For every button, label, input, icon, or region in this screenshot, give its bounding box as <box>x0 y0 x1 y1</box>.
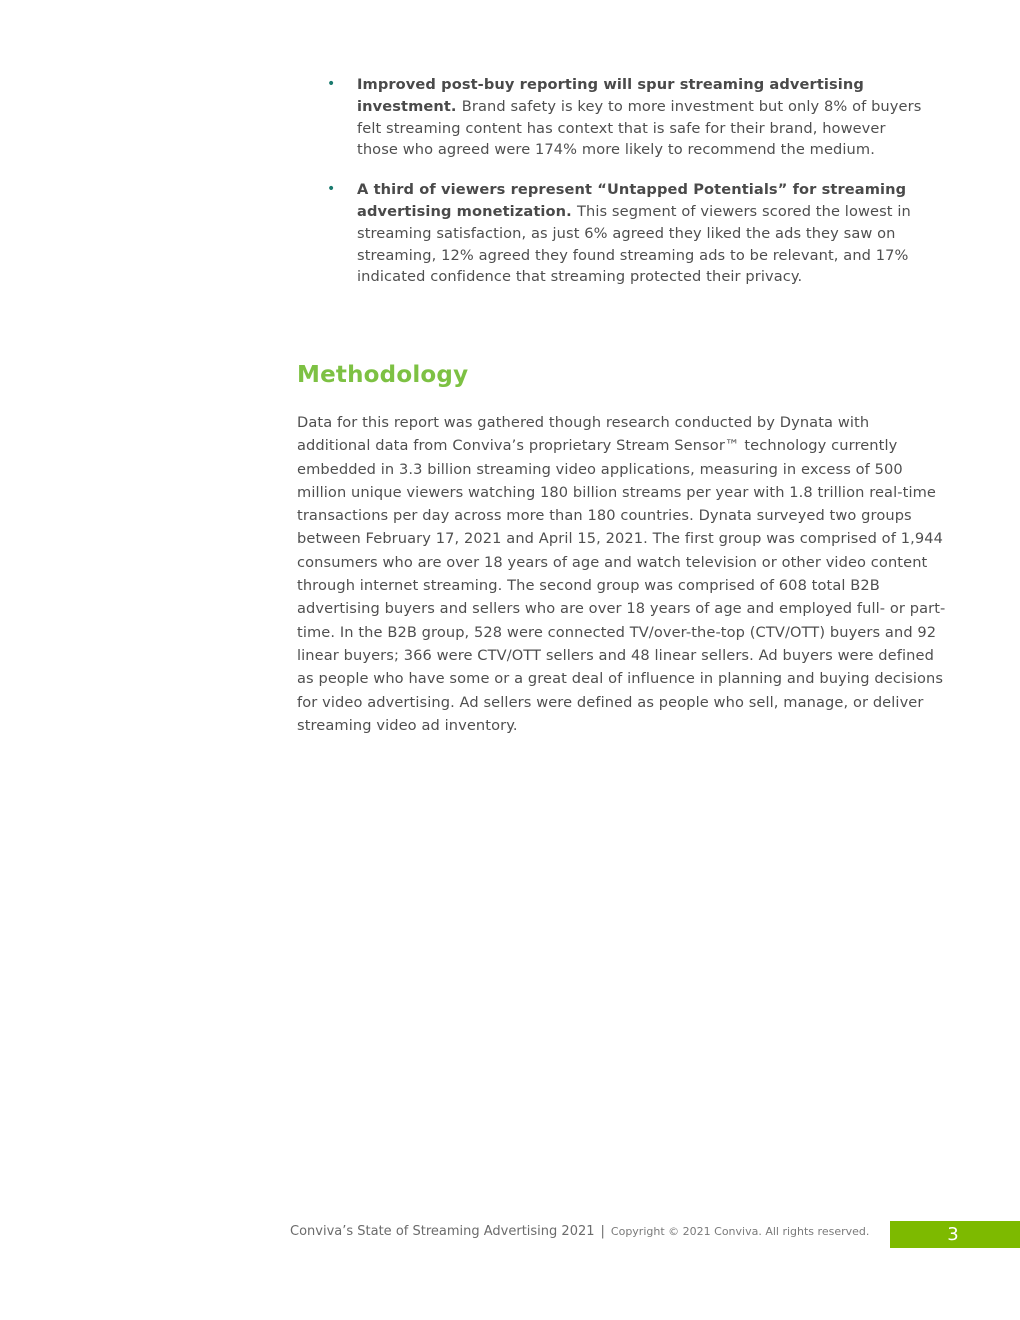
footer-report-title: Conviva’s State of Streaming Advertising 2021 <box>290 1224 595 1239</box>
page-number: 3 <box>947 1224 959 1245</box>
bullet-icon: • <box>327 76 336 92</box>
page-footer <box>290 1224 869 1244</box>
footer-copyright: Copyright © 2021 Conviva. All rights reserved. <box>610 1225 870 1238</box>
findings-bullet-list <box>327 74 927 306</box>
methodology-paragraph: Data for this report was gathered though research conducted by Dynata with additional data from Conviva’s proprietary Stream Sensor™ technology currently embedded in 3.3 billion streaming video applications, measuring in excess of 500 million unique viewers watching 180 billion streams per year with 1.8 trillion real-time transactions per day across more than 180 countries. Dynata surveyed two groups between February 17, 2021 and April 15, 2021. The first group was comprised of 1,944 consumers who are over 18 years of age and watch television or other video content through internet streaming. The second group was comprised of 608 total B2B advertising buyers and sellers who are over 18 years of age and employed full- or part-time. In the B2B group, 528 were connected TV/over-the-top (CTV/OTT) buyers and 92 linear buyers; 366 were CTV/OTT sellers and 48 linear sellers. Ad buyers were defined as people who have some or a great deal of influence in planning and buying decisions for video advertising. Ad sellers were defined as people who sell, manage, or deliver streaming video ad inventory. <box>297 414 946 734</box>
bullet-item <box>327 179 927 288</box>
footer-separator: | <box>600 1224 605 1239</box>
bullet-heading: Improved post-buy reporting will spur streaming advertising investment. <box>357 76 864 115</box>
bullet-text: This segment of viewers scored the lowest in streaming satisfaction, as just 6% agreed they liked the ads they saw on streaming, 12% agreed they found streaming ads to be relevant, and 17% indicated confidence that streaming protected their privacy. <box>357 202 911 286</box>
bullet-heading: A third of viewers represent “Untapped Potentials” for streaming advertising monetization. <box>357 181 907 220</box>
page-number-badge <box>890 1221 1020 1248</box>
methodology-heading: Methodology <box>297 362 469 388</box>
bullet-item <box>327 74 927 161</box>
bullet-icon: • <box>327 181 336 198</box>
bullet-text: Brand safety is key to more investment but only 8% of buyers felt streaming content has context that is safe for their brand, however those who agreed were 174% more likely to recommend the medium. <box>357 97 922 159</box>
